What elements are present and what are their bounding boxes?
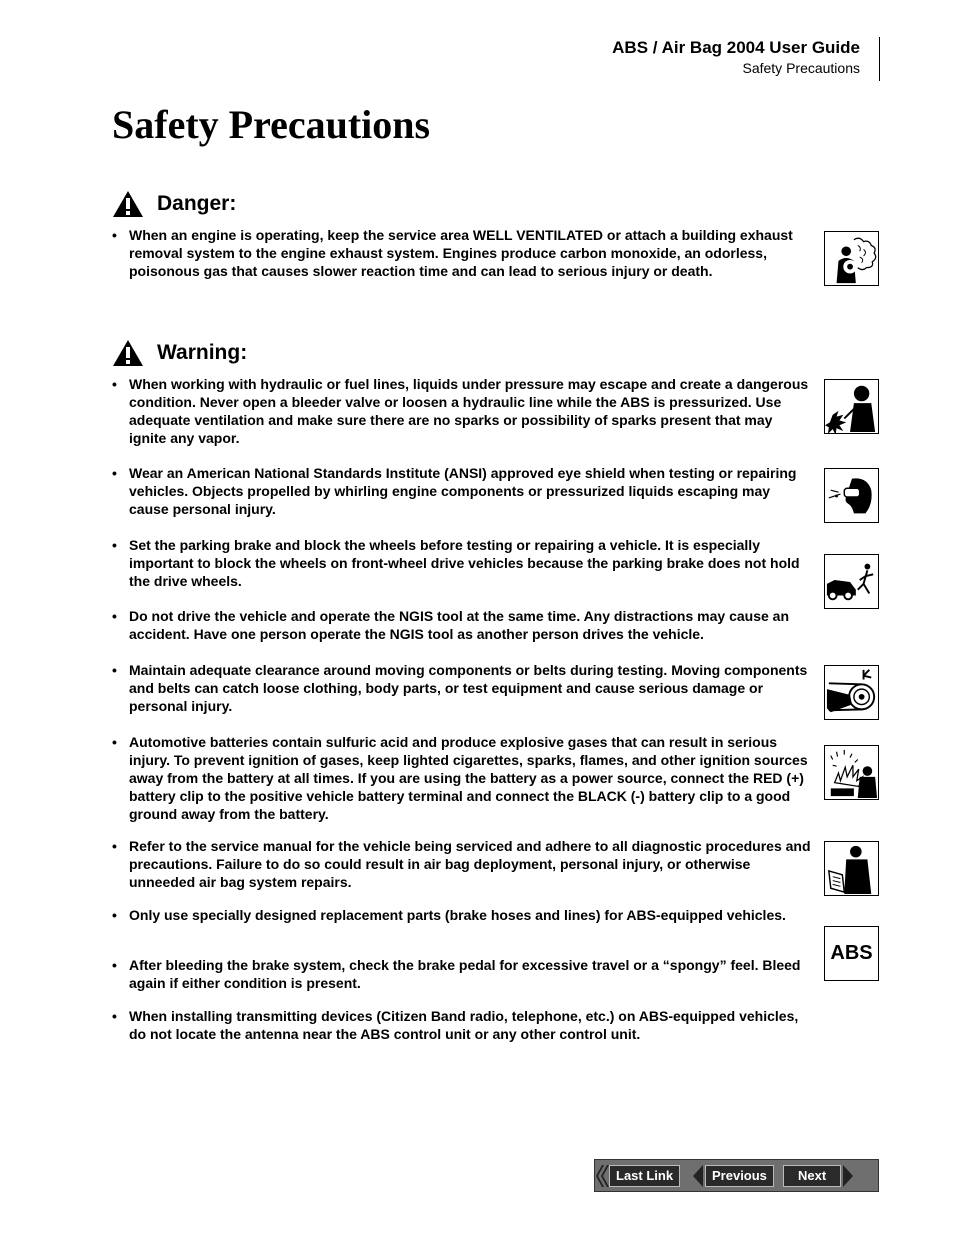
chevron-left-icon: [691, 1163, 705, 1189]
warning-item-text: Refer to the service manual for the vehicle being serviced and adhere to all diagnostic procedures and precautions. Failure to do so could result in air bag deployment, personal injury, or otherwise unneeded air bag system repairs.: [129, 838, 811, 890]
page-title: Safety Precautions: [112, 102, 431, 147]
vehicle-rolling-icon: [824, 554, 879, 609]
toxic-gas-icon: [824, 231, 879, 286]
section-name: Safety Precautions: [742, 60, 860, 76]
warning-item-text: After bleeding the brake system, check the brake pedal for excessive travel or a “spongy” feel. Bleed again if either condition is present.: [129, 957, 801, 991]
warning-label: Warning:: [157, 341, 248, 364]
warning-item: • Set the parking brake and block the wheels before testing or repairing a vehicle. It is especially important to block the wheels on front-wheel drive vehicles because the parking brake does not hold the drive wheels.: [112, 536, 812, 590]
danger-label: Danger:: [157, 192, 237, 215]
warning-item-text: Do not drive the vehicle and operate the NGIS tool at the same time. Any distractions may cause an accident. Have one person operate the NGIS tool as another person drives the vehicle.: [129, 608, 789, 642]
warning-item-text: When working with hydraulic or fuel lines, liquids under pressure may escape and create a dangerous condition. Never open a bleeder valve or loosen a hydraulic line while the ABS is pressurized. Use adequate ventilation and make sure there are no sparks or possibility of sparks present that may ignite any vapor.: [129, 376, 809, 446]
warning-item-text: When installing transmitting devices (Citizen Band radio, telephone, etc.) on ABS-equipped vehicles, do not locate the antenna near the ABS control unit or any other control unit.: [129, 1008, 799, 1042]
abs-icon-label: ABS: [830, 942, 873, 964]
warning-item-text: Set the parking brake and block the wheels before testing or repairing a vehicle. It is especially important to block the wheels on front-wheel drive vehicles because the parking brake does not hold the drive wheels.: [129, 537, 800, 589]
double-chevron-left-icon: [595, 1163, 609, 1189]
warning-triangle-icon: [112, 339, 144, 367]
warning-item: • Do not drive the vehicle and operate the NGIS tool at the same time. Any distractions may cause an accident. Have one person operate the NGIS tool as another person drives the vehicle.: [112, 607, 812, 643]
danger-item: • When an engine is operating, keep the service area WELL VENTILATED or attach a building exhaust removal system to the engine exhaust system. Engines produce carbon monoxide, an odorless, poisonous gas that causes slower reaction time and can lead to serious injury or death.: [112, 226, 812, 280]
warning-item-text: Only use specially designed replacement parts (brake hoses and lines) for ABS-equipped vehicles.: [129, 907, 786, 923]
page-header: [612, 38, 860, 78]
warning-item: • When working with hydraulic or fuel lines, liquids under pressure may escape and create a dangerous condition. Never open a bleeder valve or loosen a hydraulic line while the ABS is pressurized. Use adequate ventilation and make sure there are no sparks or possibility of sparks present that may ignite any vapor.: [112, 375, 812, 447]
warning-heading: [112, 339, 247, 367]
warning-item: • When installing transmitting devices (Citizen Band radio, telephone, etc.) on ABS-equipped vehicles, do not locate the antenna near the ABS control unit or any other control unit.: [112, 1007, 812, 1043]
page-navigation: [594, 1159, 879, 1192]
warning-item: • Only use specially designed replacement parts (brake hoses and lines) for ABS-equipped vehicles.: [112, 906, 812, 924]
next-label: Next: [783, 1165, 841, 1187]
warning-item: • Maintain adequate clearance around moving components or belts during testing. Moving components and belts can catch loose clothing, body parts, or test equipment and cause serious damage or personal injury.: [112, 661, 812, 715]
eye-protection-icon: [824, 468, 879, 523]
abs-icon: [824, 926, 879, 981]
read-manual-icon: [824, 841, 879, 896]
warning-item: • After bleeding the brake system, check the brake pedal for excessive travel or a “spongy” feel. Bleed again if either condition is present.: [112, 956, 812, 992]
warning-item-text: Maintain adequate clearance around moving components or belts during testing. Moving components and belts can catch loose clothing, body parts, or test equipment and cause serious damage or personal injury.: [129, 662, 808, 714]
warning-item: • Refer to the service manual for the vehicle being serviced and adhere to all diagnostic procedures and precautions. Failure to do so could result in air bag deployment, personal injury, or otherwise unneeded air bag system repairs.: [112, 838, 811, 890]
header-divider: [879, 37, 880, 81]
moving-belt-icon: [824, 665, 879, 720]
danger-heading: [112, 190, 236, 218]
warning-item-text: Automotive batteries contain sulfuric acid and produce explosive gases that can result in serious injury. To prevent ignition of gases, keep lighted cigarettes, sparks, flames, and other ignition sources away from the battery at all times. If you are using the battery as a power source, connect the RED (+) battery clip to the positive vehicle battery terminal and connect the BLACK (-) battery clip to a good ground away from the battery.: [129, 734, 808, 822]
battery-explosion-icon: [824, 745, 879, 800]
previous-button[interactable]: [691, 1160, 783, 1191]
next-button[interactable]: [783, 1160, 878, 1191]
last-link-button[interactable]: [595, 1160, 691, 1191]
danger-item-text: When an engine is operating, keep the service area WELL VENTILATED or attach a building exhaust removal system to the engine exhaust system. Engines produce carbon monoxide, an odorless, poisonous gas that causes slower reaction time and can lead to serious injury or death.: [129, 227, 793, 279]
warning-item: • Automotive batteries contain sulfuric acid and produce explosive gases that can result in serious injury. To prevent ignition of gases, keep lighted cigarettes, sparks, flames, and other ignition sources away from the battery at all times. If you are using the battery as a power source, connect the RED (+) battery clip to the positive vehicle battery terminal and connect the BLACK (-) battery clip to a good ground away from the battery.: [112, 733, 812, 823]
warning-item: • Wear an American National Standards Institute (ANSI) approved eye shield when testing or repairing vehicles. Objects propelled by whirling engine components or pressurized liquids escaping may cause personal injury.: [112, 464, 812, 518]
guide-title: ABS / Air Bag 2004 User Guide: [612, 38, 860, 57]
previous-label: Previous: [705, 1165, 774, 1187]
warning-triangle-icon: [112, 190, 144, 218]
chevron-right-icon: [841, 1163, 855, 1189]
warning-item-text: Wear an American National Standards Institute (ANSI) approved eye shield when testing or repairing vehicles. Objects propelled by whirling engine components or pressurized liquids escaping may cause personal injury.: [129, 465, 797, 517]
pressurized-spray-icon: [824, 379, 879, 434]
last-link-label: Last Link: [609, 1165, 680, 1187]
